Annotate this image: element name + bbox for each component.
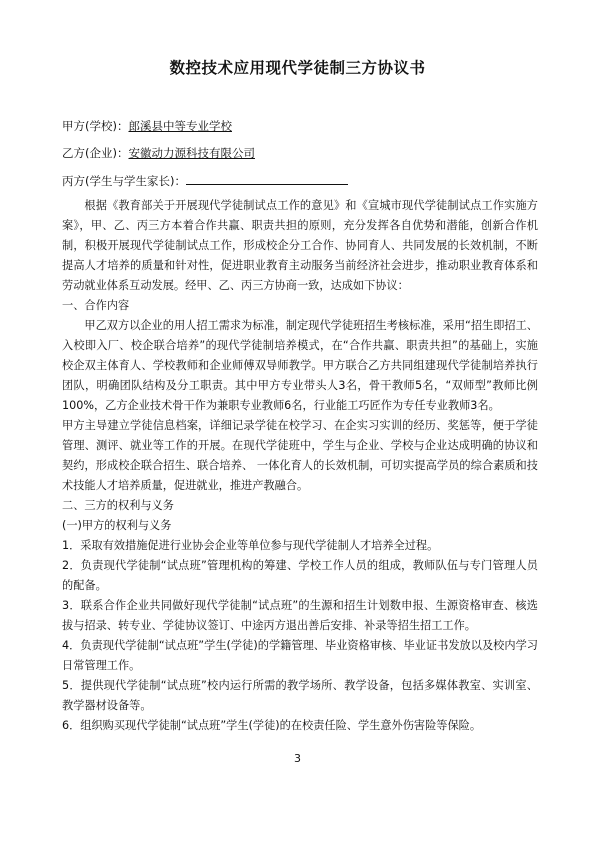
page-number: 3 [294, 752, 301, 765]
party-b-label: 乙方(企业)： [62, 146, 129, 160]
party-a-line [62, 118, 232, 134]
party-c-label: 丙方(学生与学生家长)： [62, 174, 186, 188]
list-item: 4．负责现代学徒制“试点班”学生(学徒)的学籍管理、毕业资格审核、毕业证书发放以及校内学习日常管理工作。 [62, 639, 538, 672]
list-item: 2．负责现代学徒制“试点班”管理机构的筹建、学校工作人员的组成，教师队伍与专门管理人员的配备。 [62, 559, 538, 592]
intro-paragraph: 根据《教育部关于开展现代学徒制试点工作的意见》和《宣城市现代学徒制试点工作实施方案》，甲、乙、丙三方本着合作共赢、职责共担的原则，充分发挥各自优势和潜能，创新合作机制，积极开展现代学徒制试点工作，形成校企分工合作、协同育人、共同发展的长效机制，不断提高人才培养的质量和针对性，促进职业教育主动服务当前经济社会进步，推动职业教育体系和劳动就业体系互动发展。经甲、乙、丙三方协商一致，达成如下协议： [62, 199, 538, 292]
party-c-blank [186, 171, 348, 185]
party-c-line [62, 171, 348, 189]
document-body [62, 196, 538, 736]
party-a-label: 甲方(学校)： [62, 119, 129, 133]
party-a-value: 郎溪县中等专业学校 [128, 119, 232, 133]
party-b-value: 安徽动力源科技有限公司 [128, 146, 255, 160]
list-item: 6．组织购买现代学徒制“试点班”学生(学徒)的在校责任险、学生意外伤害险等保险。 [62, 719, 482, 732]
list-item: 1．采取有效措施促进行业协会企业等单位参与现代学徒制人才培养全过程。 [62, 539, 439, 552]
section-2-heading: 二、三方的权利与义务 [62, 499, 174, 512]
document-title: 数控技术应用现代学徒制三方协议书 [169, 59, 426, 77]
section-1-heading: 一、合作内容 [62, 299, 130, 312]
party-b-line [62, 145, 255, 161]
section-2-subheading-1: (一)甲方的权利与义务 [62, 519, 172, 532]
section-1-paragraph-1: 甲乙双方以企业的用人招工需求为标准，制定现代学徒班招生考核标准，采用“招生即招工、入校即入厂、校企联合培养”的现代学徒制培养模式，在“合作共赢、职责共担”的基础上，实施校企双主体育人、学校教师和企业师傅双导师教学。甲方联合乙方共同组建现代学徒制培养执行团队，明确团队结构及分工职责。其中甲方专业带头人3名，骨干教师5名，“双师型”教师比例100%，乙方企业技术骨干作为兼职专业教师6名，行业能工巧匠作为专任专业教师3名。 [62, 319, 538, 412]
list-item: 5．提供现代学徒制“试点班”校内运行所需的教学场所、教学设备，包括多媒体教室、实训室、教学器材设备等。 [62, 679, 538, 712]
list-item: 3．联系合作企业共同做好现代学徒制“试点班”的生源和招生计划数申报、生源资格审查、核选拔与招录、转专业、学徒协议签订、中途丙方退出善后安排、补录等招生招工工作。 [62, 599, 538, 632]
section-1-paragraph-2: 甲方主导建立学徒信息档案，详细记录学徒在校学习、在企实习实训的经历、奖惩等，便于学徒管理、测评、就业等工作的开展。在现代学徒班中，学生与企业、学校与企业达成明确的协议和契约，形成校企联合招生、联合培养、 一体化育人的长效机制，可切实提高学员的综合素质和技术技能人才培养质量，促进就业，推进产教融合。 [62, 419, 538, 492]
